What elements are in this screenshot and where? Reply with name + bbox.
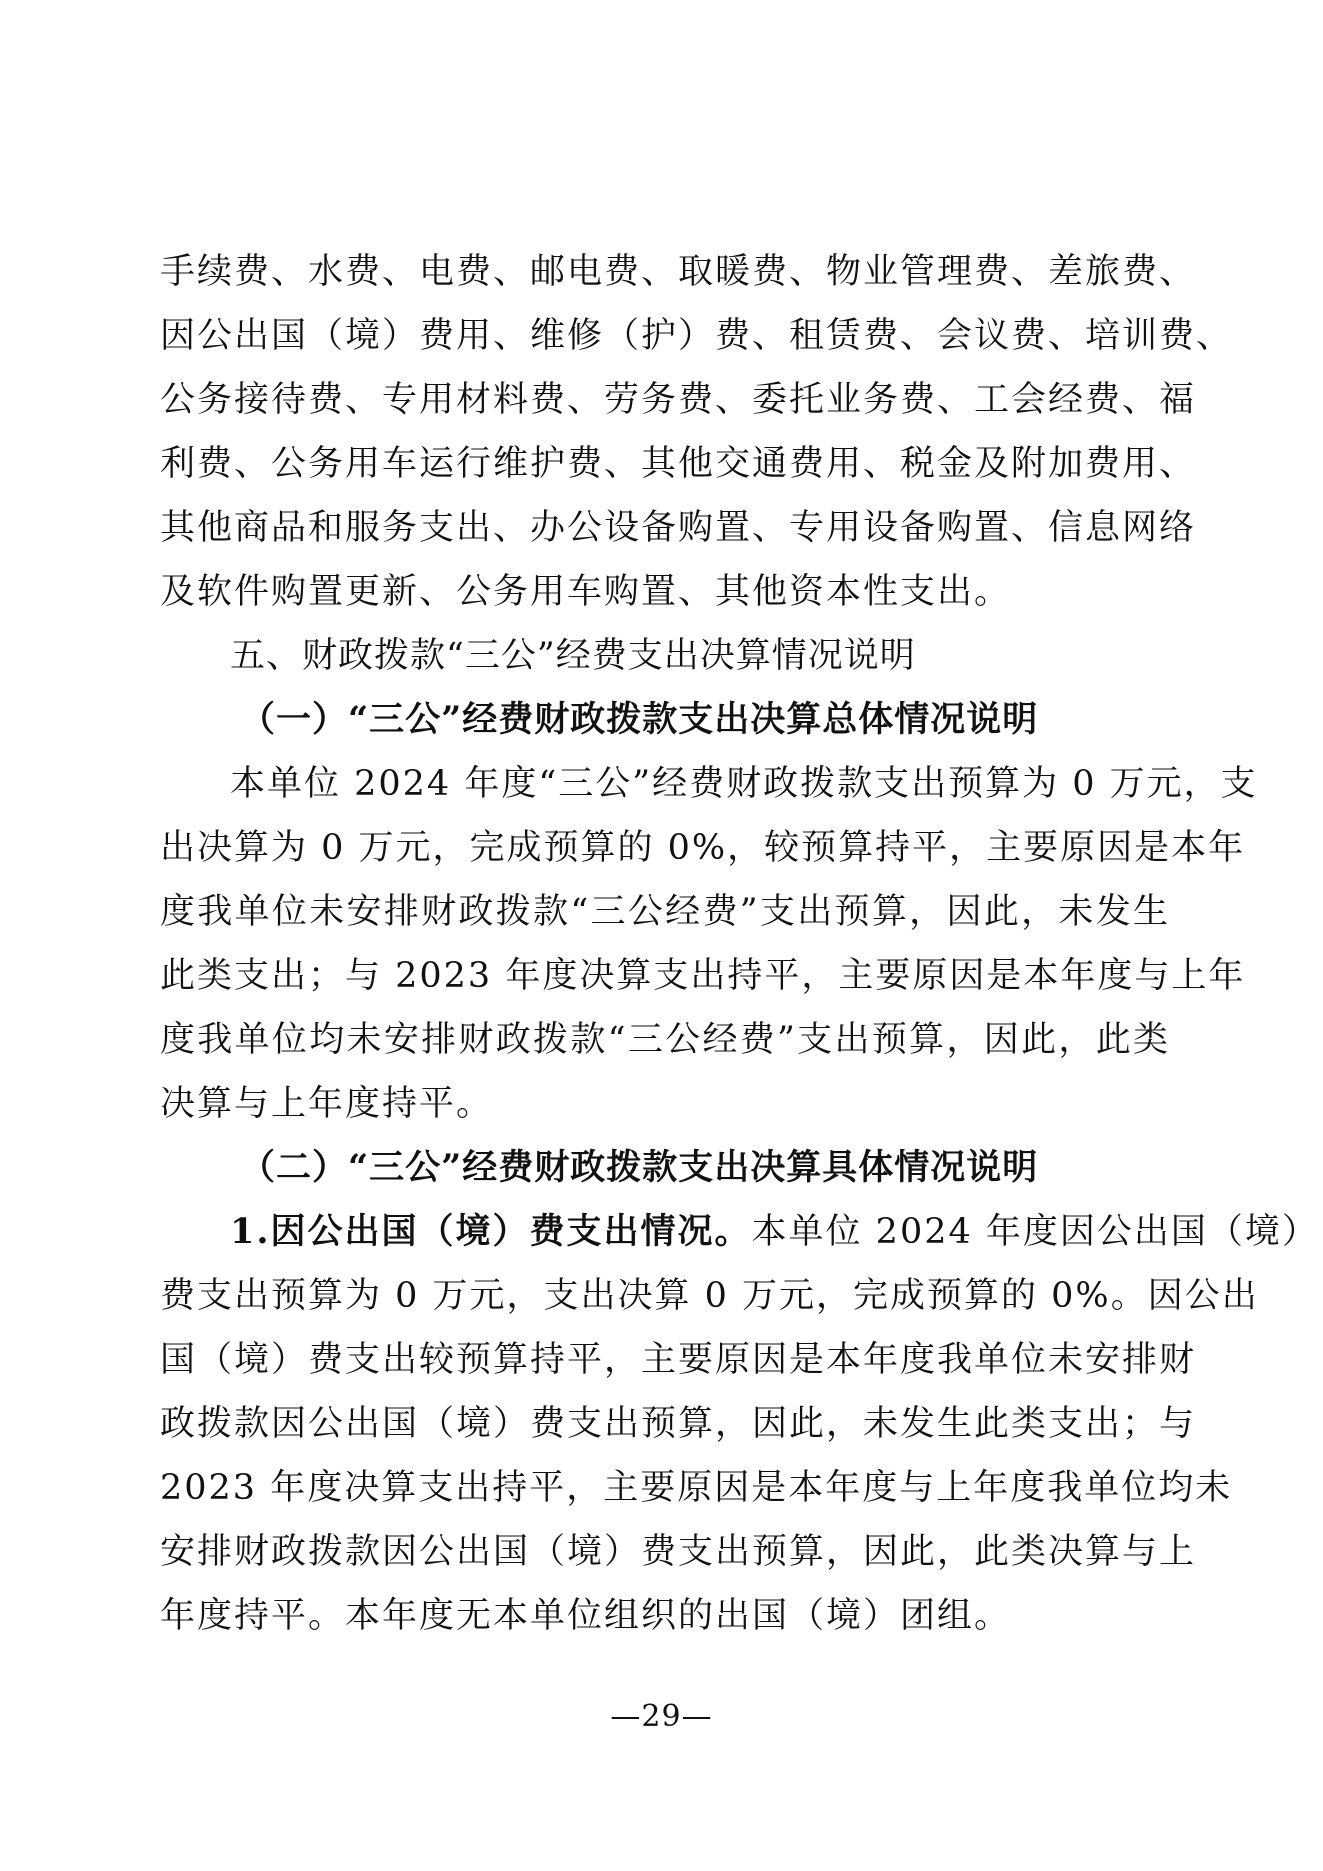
text-line: 政拨款因公出国（境）费支出预算，因此，未发生此类支出；与 [160, 1404, 1197, 1444]
text-line: 公务接待费、专用材料费、劳务费、委托业务费、工会经费、福 [160, 380, 1197, 420]
page-number: —29— [610, 1699, 713, 1734]
paragraph-expense-list [160, 240, 1234, 624]
item-1-bold-title: 1.因公出国（境）费支出情况。 [230, 1211, 752, 1252]
text-line: 费支出预算为 0 万元，支出决算 0 万元，完成预算的 0%。因公出 [160, 1276, 1259, 1316]
text-line: 因公出国（境）费用、维修（护）费、租赁费、会议费、培训费、 [160, 316, 1234, 356]
text-line: 国（境）费支出较预算持平，主要原因是本年度我单位未安排财 [160, 1340, 1197, 1380]
text-line: 年度持平。本年度无本单位组织的出国（境）团组。 [160, 1596, 1012, 1636]
page-content [160, 240, 1319, 1648]
text-line: 安排财政拨款因公出国（境）费支出预算，因此，此类决算与上 [160, 1532, 1197, 1572]
section-five-heading: 五、财政拨款“三公”经费支出决算情况说明 [230, 636, 916, 676]
text-line: 其他商品和服务支出、办公设备购置、专用设备购置、信息网络 [160, 508, 1197, 548]
text-line: 本单位 2024 年度“三公”经费财政拨款支出预算为 0 万元，支 [230, 764, 1258, 804]
item-1-text: 本单位 2024 年度因公出国（境） [751, 1212, 1319, 1252]
text-line: 度我单位未安排财政拨款“三公经费”支出预算，因此，未发生 [160, 892, 1170, 932]
text-line: 2023 年度决算支出持平，主要原因是本年度与上年度我单位均未 [160, 1468, 1233, 1508]
subsection-one-heading: （一）“三公”经费财政拨款支出决算总体情况说明 [240, 699, 1039, 740]
text-line: 决算与上年度持平。 [160, 1084, 494, 1124]
text-line: 出决算为 0 万元，完成预算的 0%，较预算持平，主要原因是本年 [160, 828, 1246, 868]
text-line: 此类支出；与 2023 年度决算支出持平，主要原因是本年度与上年 [160, 956, 1246, 996]
text-line: 及软件购置更新、公务用车购置、其他资本性支出。 [160, 572, 1012, 612]
text-line: 手续费、水费、电费、邮电费、取暖费、物业管理费、差旅费、 [160, 252, 1197, 292]
subsection-two-paragraph [160, 1200, 1319, 1648]
subsection-one-paragraph [160, 752, 1258, 1136]
text-line: 度我单位均未安排财政拨款“三公经费”支出预算，因此，此类 [160, 1020, 1170, 1060]
text-line-with-bold-lead [160, 1200, 1319, 1264]
text-line: 利费、公务用车运行维护费、其他交通费用、税金及附加费用、 [160, 444, 1197, 484]
subsection-two-heading: （二）“三公”经费财政拨款支出决算具体情况说明 [240, 1147, 1039, 1188]
